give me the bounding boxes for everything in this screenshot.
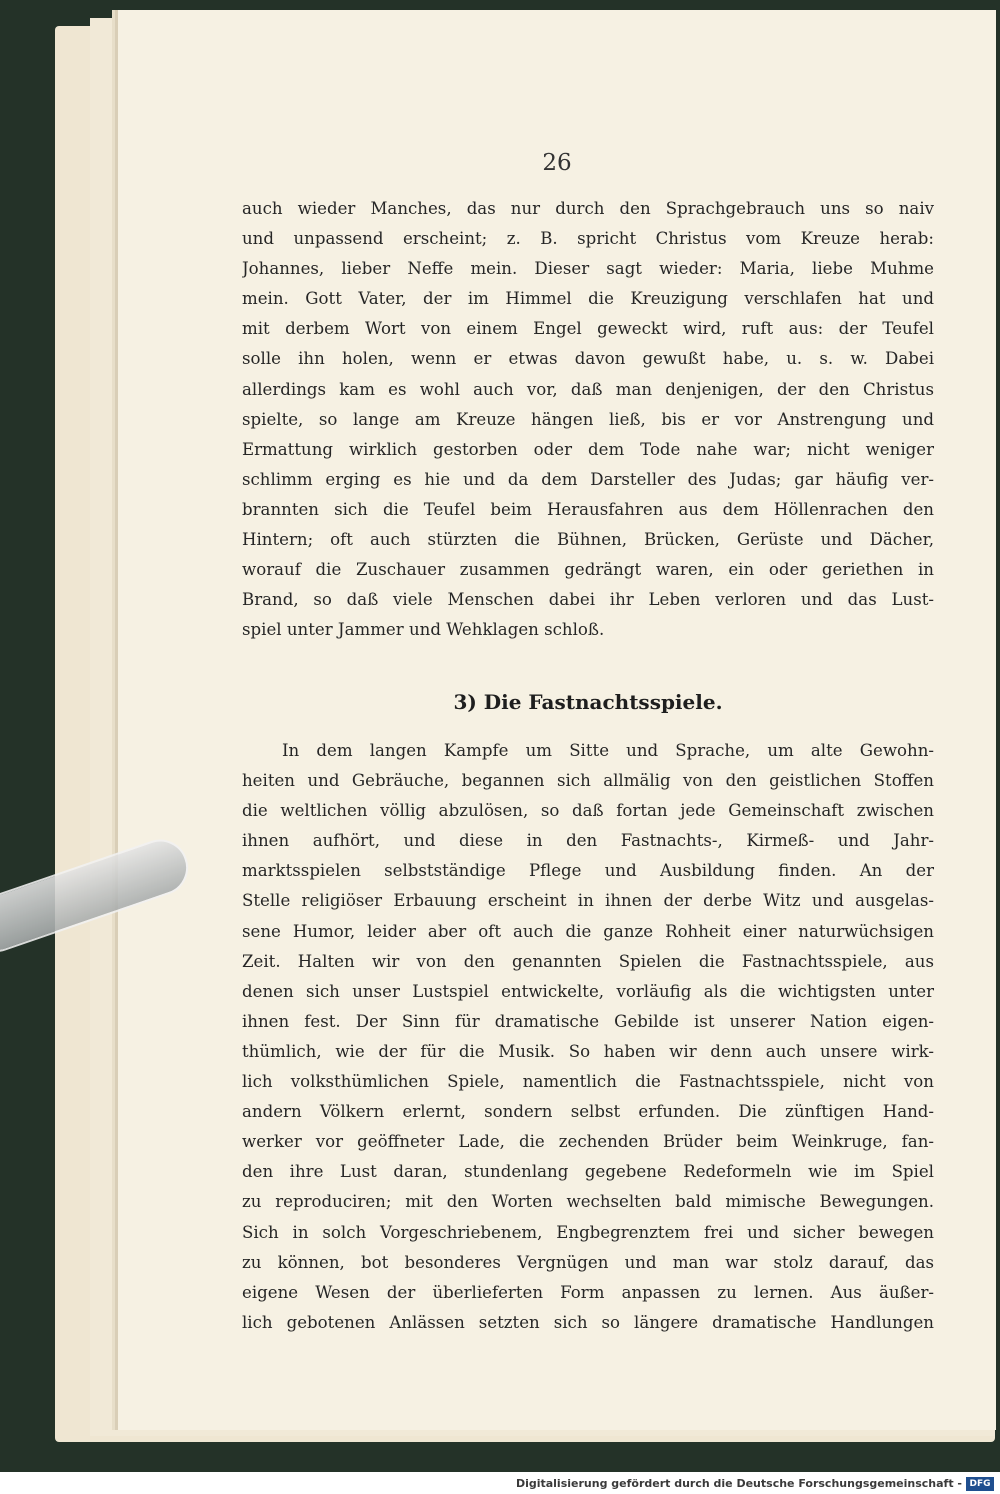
- text-line: thümlich, wie der für die Musik. So haben wir denn auch unsere wirk-: [242, 1041, 934, 1061]
- text-line: heiten und Gebräuche, begannen sich allmälig von den geistlichen Stoffen: [242, 771, 934, 791]
- paragraph-2: [242, 736, 934, 1338]
- text-line: marktsspielen selbstständige Pflege und Ausbildung finden. An der: [242, 861, 934, 881]
- footer-bar: [0, 1472, 1000, 1494]
- text-line: schlimm erging es hie und da dem Darsteller des Judas; gar häufig ver-: [242, 469, 934, 489]
- text-line: In dem langen Kampfe um Sitte und Sprache, um alte Gewohn-: [282, 741, 934, 760]
- text-line: zu können, bot besonderes Vergnügen und man war stolz darauf, das: [242, 1252, 934, 1272]
- text-line: Johannes, lieber Neffe mein. Dieser sagt wieder: Maria, liebe Muhme: [242, 259, 934, 279]
- text-line: Ermattung wirklich gestorben oder dem Tode nahe war; nicht weniger: [242, 439, 934, 459]
- text-line: denen sich unser Lustspiel entwickelte, vorläufig als die wichtigsten unter: [242, 981, 934, 1001]
- text-line: zu reproduciren; mit den Worten wechselten bald mimische Bewegungen.: [242, 1192, 934, 1212]
- text-line: sene Humor, leider aber oft auch die ganze Rohheit einer naturwüchsigen: [242, 921, 934, 941]
- text-line: spiel unter Jammer und Wehklagen schloß.: [242, 620, 605, 640]
- text-line: allerdings kam es wohl auch vor, daß man denjenigen, der den Christus: [242, 379, 934, 399]
- text-line: mein. Gott Vater, der im Himmel die Kreuzigung verschlafen hat und: [242, 289, 934, 309]
- text-line: werker vor geöffneter Lade, die zechenden Brüder beim Weinkruge, fan-: [242, 1132, 934, 1152]
- section-heading: 3) Die Fastnachtsspiele.: [453, 690, 723, 714]
- page-number: 26: [542, 150, 572, 176]
- text-line: mit derbem Wort von einem Engel geweckt wird, ruft aus: der Teufel: [242, 319, 934, 339]
- text-line: Zeit. Halten wir von den genannten Spielen die Fastnachtsspiele, aus: [242, 951, 934, 971]
- text-line: ihnen fest. Der Sinn für dramatische Gebilde ist unserer Nation eigen-: [242, 1011, 934, 1031]
- text-line: und unpassend erscheint; z. B. spricht Christus vom Kreuze herab:: [242, 229, 934, 249]
- text-line: Stelle religiöser Erbauung erscheint in ihnen der derbe Witz und ausgelas-: [242, 891, 934, 911]
- text-line: Brand, so daß viele Menschen dabei ihr Leben verloren und das Lust-: [242, 590, 934, 610]
- text-line: brannten sich die Teufel beim Herausfahren aus dem Höllenrachen den: [242, 499, 934, 519]
- text-line: andern Völkern erlernt, sondern selbst erfunden. Die zünftigen Hand-: [242, 1102, 934, 1122]
- text-line: Hintern; oft auch stürzten die Bühnen, Brücken, Gerüste und Dächer,: [242, 530, 934, 550]
- text-line: Sich in solch Vorgeschriebenem, Engbegrenztem frei und sicher bewegen: [242, 1222, 934, 1242]
- paragraph-1: [242, 194, 934, 645]
- text-line: solle ihn holen, wenn er etwas davon gewußt habe, u. s. w. Dabei: [242, 349, 934, 369]
- text-line: ihnen aufhört, und diese in den Fastnachts-, Kirmeß- und Jahr-: [242, 831, 934, 851]
- text-line: den ihre Lust daran, stundenlang gegebene Redeformeln wie im Spiel: [242, 1162, 934, 1182]
- text-line: lich volksthümlichen Spiele, namentlich die Fastnachtsspiele, nicht von: [242, 1072, 934, 1092]
- text-line: auch wieder Manches, das nur durch den Sprachgebrauch uns so naiv: [242, 199, 934, 218]
- text-line: worauf die Zuschauer zusammen gedrängt waren, ein oder geriethen in: [242, 560, 934, 580]
- text-line: eigene Wesen der überlieferten Form anpassen zu lernen. Aus äußer-: [242, 1282, 934, 1302]
- dfg-logo: DFG: [966, 1477, 994, 1491]
- funding-credit: Digitalisierung gefördert durch die Deutsche Forschungsgemeinschaft -: [515, 1477, 962, 1490]
- text-line: die weltlichen völlig abzulösen, so daß fortan jede Gemeinschaft zwischen: [242, 801, 934, 821]
- text-line: lich gebotenen Anlässen setzten sich so längere dramatische Handlungen: [242, 1312, 934, 1332]
- text-line: spielte, so lange am Kreuze hängen ließ, bis er vor Anstrengung und: [242, 409, 934, 429]
